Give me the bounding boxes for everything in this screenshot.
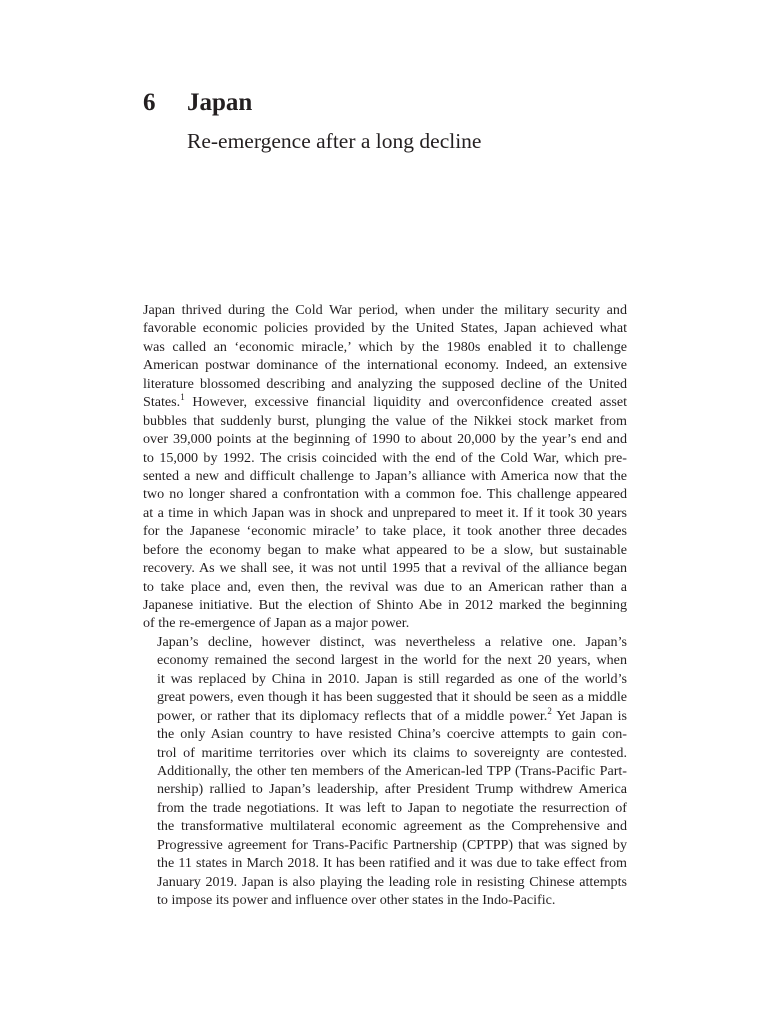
text-line: it was replaced by China in 2010. Japan is still regarded as one of the world’s <box>157 670 627 687</box>
chapter-subtitle: Re-emergence after a long decline <box>187 129 482 153</box>
text-line: for the Japanese ‘economic miracle’ to take place, it took another three decades <box>143 523 627 540</box>
text-line: recovery. As we shall see, it was not until 1995 that a revival of the alliance began <box>143 560 627 577</box>
text-line: Progressive agreement for Trans-Pacific Partnership (CPTPP) that was signed by <box>157 836 627 853</box>
text-line: sented a new and difficult challenge to Japan’s alliance with America now that the <box>143 467 627 484</box>
text-line: Japanese initiative. But the election of Shinto Abe in 2012 marked the beginning <box>143 597 627 613</box>
text-line: the 11 states in March 2018. It has been ratified and it was due to take effect from <box>157 855 627 872</box>
text-line: literature blossomed describing and analyzing the supposed decline of the United <box>143 375 627 392</box>
paragraph-2 <box>143 633 627 910</box>
text-line: States.$^1$ However, excessive financial liquidity and overconfidence created asset <box>143 392 627 411</box>
paragraph-1 <box>143 301 627 633</box>
text-line: Japan’s decline, however distinct, was nevertheless a relative one. Japan’s <box>157 633 627 650</box>
text-line: at a time in which Japan was in shock and unprepared to meet it. If it took 30 years <box>143 504 627 521</box>
text-line: of the re-emergence of Japan as a major power. <box>143 615 410 632</box>
chapter-body <box>143 301 627 909</box>
text-line: favorable economic policies provided by the United States, Japan achieved what <box>143 320 627 337</box>
text-line: two no longer shared a confrontation with a common foe. This challenge appeared <box>143 486 627 503</box>
text-line: to impose its power and influence over other states in the Indo-Pacific. <box>157 892 556 908</box>
text-line: Japan thrived during the Cold War period, when under the military security and <box>143 302 627 318</box>
text-line: bubbles that suddenly burst, plunging the value of the Nikkei stock market from <box>143 412 627 429</box>
text-line: great powers, even though it has been suggested that it should be seen as a middle <box>157 689 627 706</box>
chapter-title: Japan <box>187 89 253 116</box>
text-line: was called an ‘economic miracle,’ which by the 1980s enabled it to challenge <box>143 338 627 355</box>
text-line: Additionally, the other ten members of the American-led TPP (Trans-Pacific Part- <box>157 762 627 779</box>
text-line: trol of maritime territories over which its claims to sovereignty are contested. <box>157 744 627 761</box>
text-line: American postwar dominance of the international economy. Indeed, an extensive <box>143 357 627 374</box>
text-line: the only Asian country to have resisted China’s coercive attempts to gain con- <box>157 726 627 743</box>
text-line: before the economy began to make what appeared to be a slow, but sustainable <box>143 541 627 558</box>
text-line: from the trade negotiations. It was left to Japan to negotiate the resurrection of <box>157 799 627 816</box>
text-line: the transformative multilateral economic agreement as the Comprehensive and <box>157 818 627 835</box>
text-line: economy remained the second largest in the world for the next 20 years, when <box>157 652 627 669</box>
text-line: January 2019. Japan is also playing the leading role in resisting Chinese attempts <box>157 873 627 890</box>
footnote-marker[interactable]: 2 <box>547 705 552 716</box>
text-line: to 15,000 by 1992. The crisis coincided with the end of the Cold War, which pre- <box>143 449 627 466</box>
footnote-marker[interactable]: 1 <box>180 392 185 403</box>
text-line: to take place and, even then, the revival was due to an American rather than a <box>143 578 627 595</box>
text-line: over 39,000 points at the beginning of 1990 to about 20,000 by the year’s end and <box>143 431 627 448</box>
chapter-number: 6 <box>143 89 156 116</box>
text-line: nership) rallied to Japan’s leadership, after President Trump withdrew America <box>157 781 627 798</box>
text-line: power, or rather that its diplomacy reflects that of a middle power.$^2$ Yet Japan is <box>157 705 627 724</box>
